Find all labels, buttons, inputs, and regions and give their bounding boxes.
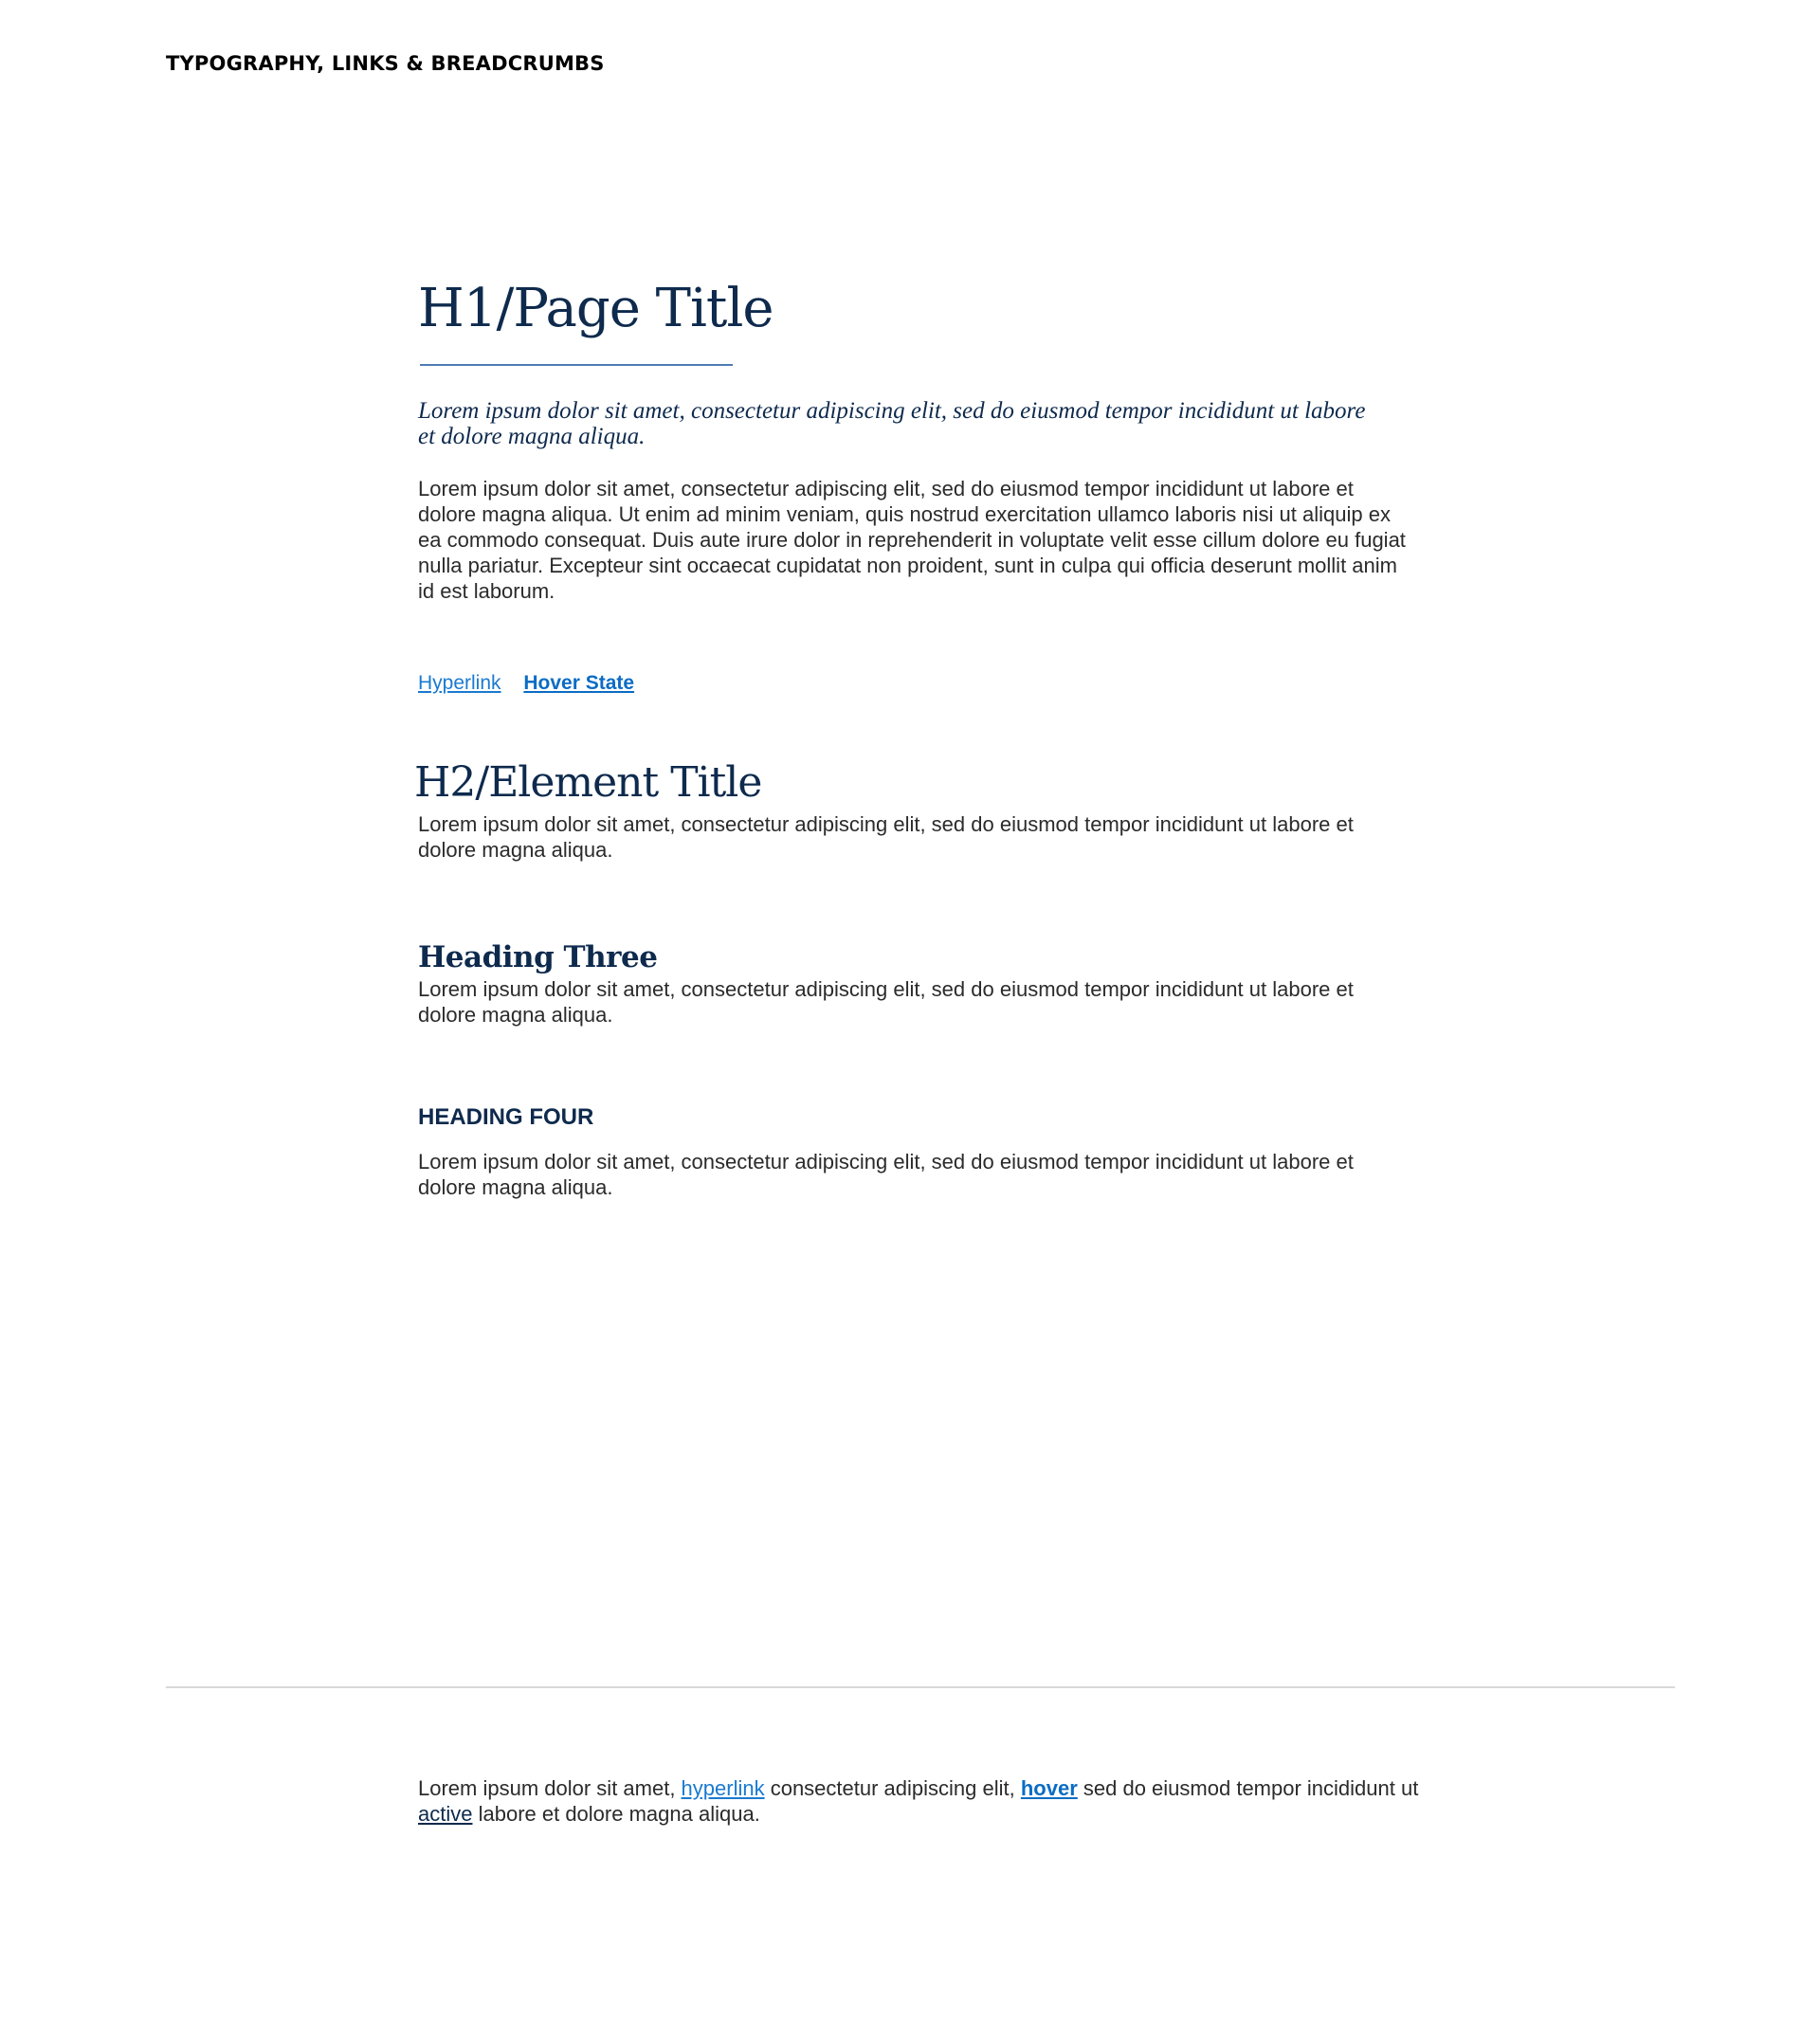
body-paragraph: Lorem ipsum dolor sit amet, consectetur adipiscing elit, sed do eiusmod tempor incididunt ut labore et dolore magna aliqua. Ut enim ad minim veniam, quis nostrud exercitation ullamco laboris nisi ut aliquip ex ea commodo consequat. Duis aute irure dolor in reprehenderit in voluptate velit esse cillum dolore eu fugiat nulla pariatur. Excepteur sint occaecat cupidatat non proident, sunt in culpa qui officia deserunt mollit anim id est laborum. [418, 477, 1406, 603]
inline-hover-link[interactable]: hover [1020, 1776, 1078, 1800]
h1-page-title: H1/Page Title [418, 278, 774, 339]
h4-body-paragraph: Lorem ipsum dolor sit amet, consectetur adipiscing elit, sed do eiusmod tempor incididunt ut labore et dolore magna aliqua. [418, 1150, 1354, 1199]
inline-text-3: sed do eiusmod tempor incididunt ut [1077, 1776, 1419, 1800]
heading-three: Heading Three [418, 940, 658, 974]
inline-hyperlink[interactable]: hyperlink [681, 1776, 765, 1800]
link-states-row [418, 670, 1432, 696]
h3-body-paragraph: Lorem ipsum dolor sit amet, consectetur adipiscing elit, sed do eiusmod tempor incididunt ut labore et dolore magna aliqua. [418, 977, 1354, 1027]
inline-links-paragraph [418, 1775, 1432, 1827]
inline-text-2: consectetur adipiscing elit, [764, 1776, 1021, 1800]
inline-text-4: labore et dolore magna aliqua. [472, 1802, 760, 1826]
hover-state-link-example[interactable]: Hover State [523, 672, 635, 694]
typography-specimen [414, 275, 1432, 1200]
h2-element-title: H2/Element Title [414, 758, 762, 807]
heading-four: HEADING FOUR [418, 1104, 594, 1130]
hyperlink-example[interactable]: Hyperlink [418, 672, 501, 694]
inline-active-link[interactable]: active [418, 1802, 473, 1826]
page-label: TYPOGRAPHY, LINKS & BREADCRUMBS [166, 52, 605, 75]
lede-paragraph: Lorem ipsum dolor sit amet, consectetur adipiscing elit, sed do eiusmod tempor incididunt ut labore et dolore magna aliqua. [418, 398, 1366, 449]
inline-text-1: Lorem ipsum dolor sit amet, [418, 1776, 682, 1800]
h2-body-paragraph: Lorem ipsum dolor sit amet, consectetur adipiscing elit, sed do eiusmod tempor incididunt ut labore et dolore magna aliqua. [418, 812, 1354, 862]
section-divider [166, 1686, 1675, 1688]
h1-underline-rule [420, 364, 733, 366]
